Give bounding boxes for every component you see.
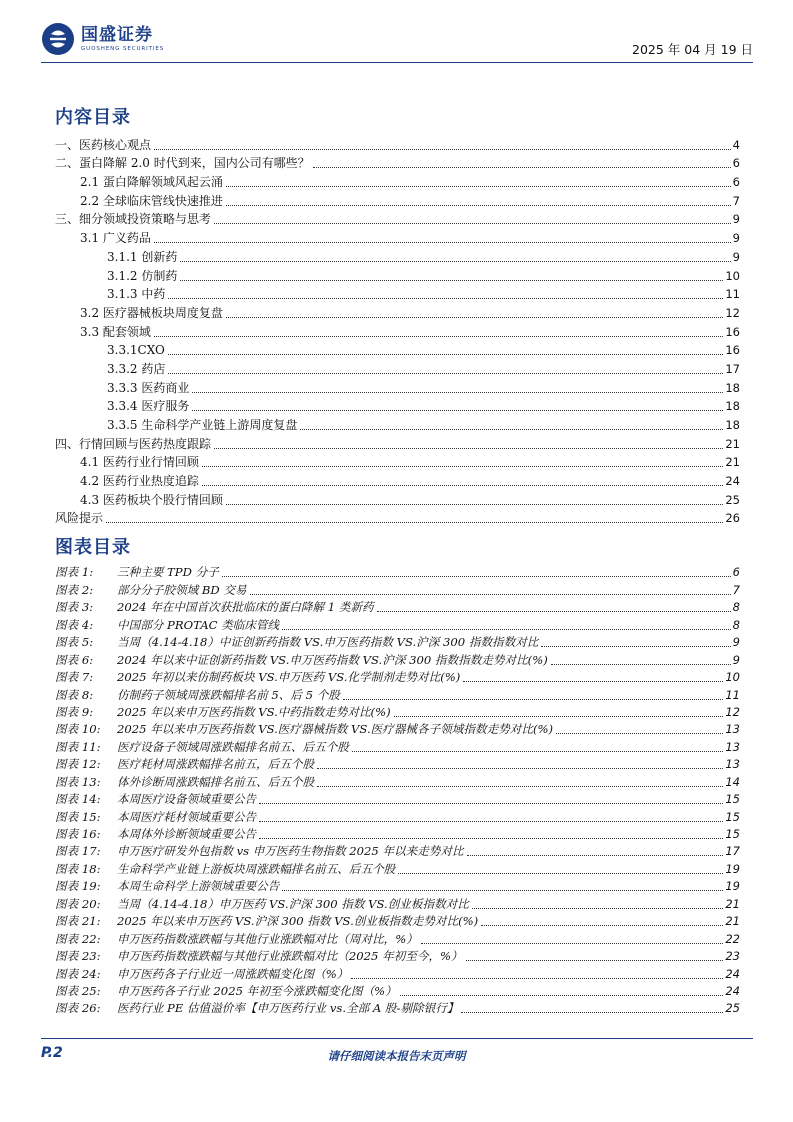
figure-label: 图表 18:	[55, 861, 101, 876]
dot-leader	[300, 429, 723, 430]
toc-title: 一、医药核心观点	[55, 137, 152, 152]
toc-title: 4.3 医药板块个股行情回顾	[80, 492, 223, 507]
figure-page-number: 23	[725, 949, 740, 964]
figure-entry[interactable]	[55, 668, 740, 685]
dot-leader	[168, 373, 723, 374]
figure-label: 图表 5:	[55, 635, 94, 650]
figure-entry[interactable]	[55, 790, 740, 807]
toc-page-number: 9	[732, 249, 740, 264]
figures-list	[55, 563, 740, 1016]
figure-entry[interactable]	[55, 912, 740, 929]
dot-leader	[202, 485, 723, 486]
figures-title: 图表目录	[55, 537, 131, 558]
figure-entry[interactable]	[55, 982, 740, 999]
figure-entry[interactable]	[55, 755, 740, 772]
dot-leader	[259, 838, 723, 839]
toc-entry[interactable]	[55, 265, 740, 284]
figure-label: 图表 4:	[55, 617, 94, 632]
figure-entry[interactable]	[55, 563, 740, 580]
figure-page-number: 13	[725, 739, 740, 754]
dot-leader	[463, 681, 723, 682]
toc-entry[interactable]	[55, 227, 740, 246]
figure-page-number: 22	[725, 931, 740, 946]
figure-label: 图表 19:	[55, 879, 101, 894]
toc-page-number: 18	[725, 399, 740, 414]
figure-label: 图表 21:	[55, 914, 101, 929]
figure-label: 图表 2:	[55, 582, 94, 597]
figure-page-number: 9	[732, 652, 740, 667]
figure-entry[interactable]	[55, 650, 740, 667]
toc-page-number: 7	[732, 193, 740, 208]
dot-leader	[466, 960, 724, 961]
report-date: 2025 年 04 月 19 日	[632, 42, 753, 57]
toc-title: 3.1.3 中药	[107, 287, 166, 302]
figure-entry[interactable]	[55, 703, 740, 720]
figure-page-number: 21	[725, 896, 740, 911]
toc-entry[interactable]	[55, 470, 740, 489]
figure-title: 本周生命科学上游领域重要公告	[117, 879, 280, 894]
toc-page-number: 16	[725, 324, 740, 339]
footer-divider	[41, 1038, 753, 1039]
toc-entry[interactable]	[55, 340, 740, 359]
figure-label: 图表 20:	[55, 896, 101, 911]
figure-entry[interactable]	[55, 947, 740, 964]
toc-page-number: 6	[732, 156, 740, 171]
toc-entry[interactable]	[55, 153, 740, 172]
figure-entry[interactable]	[55, 964, 740, 981]
figure-title: 2025 年以来申万医药指数 VS.医疗器械指数 VS.医疗器械各子领域指数走势对比(%)	[117, 722, 554, 737]
figure-label: 图表 3:	[55, 600, 94, 615]
dot-leader	[214, 223, 731, 224]
dot-leader	[481, 925, 723, 926]
toc-entry[interactable]	[55, 508, 740, 527]
contents-title: 内容目录	[55, 107, 131, 128]
toc-entry[interactable]	[55, 171, 740, 190]
toc-title: 3.1.1 创新药	[107, 249, 178, 264]
footer-disclaimer: 请仔细阅读本报告末页声明	[327, 1049, 466, 1063]
figure-entry[interactable]	[55, 894, 740, 911]
figure-title: 本周体外诊断领域重要公告	[117, 827, 257, 841]
toc-page-number: 4	[732, 137, 740, 152]
toc-title: 3.1 广义药品	[80, 231, 151, 246]
dot-leader	[352, 751, 723, 752]
figure-label: 图表 24:	[55, 966, 101, 981]
figure-entry[interactable]	[55, 772, 740, 789]
dot-leader	[377, 611, 731, 612]
dot-leader	[154, 149, 731, 150]
dot-leader	[202, 466, 723, 467]
toc-page-number: 24	[725, 474, 740, 489]
figure-label: 图表 22:	[55, 931, 101, 946]
toc-title: 3.3 配套领域	[80, 324, 151, 339]
figure-label: 图表 12:	[55, 757, 101, 772]
figure-label: 图表 11:	[55, 739, 101, 754]
dot-leader	[259, 821, 723, 822]
figure-page-number: 25	[725, 1001, 740, 1016]
dot-leader	[192, 392, 723, 393]
dot-leader	[226, 205, 731, 206]
figure-title: 医疗耗材周涨跌幅排名前五，后五个股	[117, 757, 315, 772]
figure-entry[interactable]	[55, 825, 740, 842]
figure-label: 图表 6:	[55, 652, 94, 667]
toc-title: 3.2 医疗器械板块周度复盘	[80, 305, 223, 320]
toc-entry[interactable]	[55, 190, 740, 209]
dot-leader	[472, 908, 723, 909]
figure-page-number: 19	[725, 861, 740, 876]
toc-title: 3.3.1CXO	[107, 343, 165, 358]
figure-page-number: 9	[732, 635, 740, 650]
dot-leader	[282, 890, 723, 891]
toc-entry[interactable]	[55, 246, 740, 265]
toc-title: 四、行情回顾与医药热度跟踪	[55, 436, 212, 451]
figure-title: 体外诊断周涨跌幅排名前五、后五个股	[117, 774, 315, 789]
dot-leader	[180, 280, 723, 281]
figure-label: 图表 15:	[55, 809, 101, 824]
toc-title: 2.1 蛋白降解领域风起云涌	[80, 175, 223, 190]
figure-label: 图表 17:	[55, 844, 101, 859]
dot-leader	[461, 1012, 723, 1013]
figure-label: 图表 7:	[55, 670, 94, 685]
toc-title: 3.3.5 生命科学产业链上游周度复盘	[107, 418, 298, 432]
figure-title: 医疗设备子领域周涨跌幅排名前五、后五个股	[117, 739, 349, 754]
figure-entry[interactable]	[55, 737, 740, 754]
contents-list	[55, 134, 740, 526]
toc-title: 2.2 全球临床管线快速推进	[80, 193, 223, 208]
dot-leader	[551, 664, 731, 665]
figure-page-number: 24	[725, 966, 740, 981]
dot-leader	[168, 298, 723, 299]
figure-page-number: 24	[725, 983, 740, 998]
figure-entry[interactable]	[55, 929, 740, 946]
toc-title: 4.1 医药行业行情回顾	[80, 455, 199, 470]
figure-title: 2024 年在中国首次获批临床的蛋白降解 1 类新药	[117, 600, 374, 615]
toc-page-number: 17	[725, 361, 740, 376]
brand-logo	[41, 22, 164, 56]
figure-entry[interactable]	[55, 842, 740, 859]
figure-title: 2024 年以来中证创新药指数 VS.申万医药指数 VS.沪深 300 指数指数走势对比(%)	[117, 652, 548, 667]
toc-page-number: 6	[732, 175, 740, 190]
toc-entry[interactable]	[55, 134, 740, 153]
toc-page-number: 12	[725, 305, 740, 320]
brand-name-en: GUOSHENG SECURITIES	[81, 45, 165, 52]
page-header	[41, 22, 753, 60]
toc-title: 风险提示	[55, 511, 104, 526]
dot-leader	[222, 576, 731, 577]
figure-page-number: 13	[725, 757, 740, 772]
dot-leader	[226, 186, 731, 187]
figure-page-number: 8	[732, 617, 740, 632]
toc-page-number: 18	[725, 418, 740, 432]
figure-title: 2025 年初以来仿制药板块 VS.申万医药 VS.化学制剂走势对比(%)	[117, 670, 461, 685]
figure-title: 当周（4.14-4.18）中证创新药指数 VS.申万医药指数 VS.沪深 300 指数指数对比	[117, 635, 539, 650]
toc-entry[interactable]	[55, 209, 740, 228]
dot-leader	[541, 646, 730, 647]
figure-title: 申万医药各子行业近一周涨跌幅变化图（%）	[117, 966, 349, 981]
toc-entry[interactable]	[55, 302, 740, 321]
dot-leader	[421, 943, 723, 944]
dot-leader	[317, 768, 723, 769]
figure-entry[interactable]	[55, 685, 740, 702]
figure-page-number: 19	[725, 879, 740, 894]
toc-page-number: 9	[732, 212, 740, 227]
dot-leader	[313, 167, 731, 168]
figure-label: 图表 25:	[55, 983, 101, 998]
dot-leader	[250, 594, 731, 595]
brand-name-cn: 国盛证券	[81, 24, 153, 45]
dot-leader	[168, 354, 723, 355]
toc-page-number: 26	[725, 511, 740, 526]
figure-entry[interactable]	[55, 615, 740, 632]
figure-title: 本周医疗耗材领域重要公告	[117, 809, 257, 824]
dot-leader	[154, 336, 723, 337]
page-number: P.2	[41, 1045, 63, 1061]
figure-page-number: 14	[725, 774, 740, 789]
toc-entry[interactable]	[55, 433, 740, 452]
dot-leader	[226, 504, 723, 505]
figure-entry[interactable]	[55, 633, 740, 650]
figure-page-number: 13	[725, 722, 740, 737]
figure-label: 图表 8:	[55, 687, 94, 702]
toc-page-number: 25	[725, 492, 740, 507]
figure-label: 图表 10:	[55, 722, 101, 737]
figure-page-number: 21	[725, 914, 740, 929]
dot-leader	[398, 873, 723, 874]
dot-leader	[259, 803, 723, 804]
toc-title: 3.3.4 医疗服务	[107, 399, 190, 414]
figure-entry[interactable]	[55, 999, 740, 1016]
dot-leader	[351, 978, 723, 979]
figure-label: 图表 13:	[55, 774, 101, 789]
figure-title: 本周医疗设备领域重要公告	[117, 792, 257, 807]
figure-label: 图表 14:	[55, 792, 101, 807]
dot-leader	[282, 629, 731, 630]
figure-entry[interactable]	[55, 580, 740, 597]
dot-leader	[343, 699, 723, 700]
figure-entry[interactable]	[55, 598, 740, 615]
figure-title: 2025 年以来申万医药 VS.沪深 300 指数 VS.创业板指数走势对比(%)	[117, 914, 479, 929]
toc-title: 三、细分领域投资策略与思考	[55, 212, 212, 227]
figure-page-number: 8	[732, 600, 740, 615]
figure-title: 2025 年以来申万医药指数 VS.中药指数走势对比(%)	[117, 704, 391, 719]
figure-title: 中国部分 PROTAC 类临床管线	[117, 617, 280, 632]
figure-page-number: 7	[732, 582, 740, 597]
toc-title: 3.3.2 药店	[107, 361, 166, 376]
toc-page-number: 9	[732, 231, 740, 246]
toc-page-number: 21	[725, 455, 740, 470]
toc-entry[interactable]	[55, 284, 740, 303]
toc-title: 二、蛋白降解 2.0 时代到来，国内公司有哪些？	[55, 156, 310, 171]
toc-page-number: 21	[725, 436, 740, 451]
dot-leader	[556, 733, 723, 734]
dot-leader	[467, 855, 724, 856]
figure-page-number: 15	[725, 792, 740, 807]
dot-leader	[106, 522, 723, 523]
figure-title: 医药行业 PE 估值溢价率【申万医药行业 vs.全部 A 股-剔除银行】	[117, 1001, 459, 1016]
figure-page-number: 6	[732, 565, 740, 580]
figure-title: 部分分子胶领域 BD 交易	[117, 582, 247, 597]
toc-entry[interactable]	[55, 452, 740, 471]
toc-page-number: 16	[725, 343, 740, 358]
figure-title: 生命科学产业链上游板块周涨跌幅排名前五、后五个股	[117, 861, 396, 876]
figure-label: 图表 1:	[55, 565, 94, 580]
dot-leader	[154, 242, 731, 243]
figure-entry[interactable]	[55, 807, 740, 824]
dot-leader	[226, 317, 723, 318]
dot-leader	[180, 261, 730, 262]
toc-page-number: 18	[725, 380, 740, 395]
figure-page-number: 10	[725, 670, 740, 685]
figure-title: 申万医药指数涨跌幅与其他行业涨跌幅对比（2025 年初至今，%）	[117, 949, 463, 964]
toc-page-number: 11	[725, 287, 740, 302]
figure-title: 仿制药子领域周涨跌幅排名前 5、后 5 个股	[117, 687, 340, 702]
dot-leader	[192, 410, 723, 411]
figure-title: 申万医药各子行业 2025 年初至今涨跌幅变化图（%）	[117, 983, 397, 998]
figure-label: 图表 23:	[55, 949, 101, 964]
toc-entry[interactable]	[55, 414, 740, 433]
figure-label: 图表 26:	[55, 1001, 101, 1016]
figure-title: 申万医药指数涨跌幅与其他行业涨跌幅对比（周对比，%）	[117, 931, 418, 946]
dot-leader	[394, 716, 724, 717]
figure-title: 申万医疗研发外包指数 vs 申万医药生物指数 2025 年以来走势对比	[117, 844, 464, 859]
dot-leader	[214, 448, 723, 449]
toc-entry[interactable]	[55, 321, 740, 340]
toc-entry[interactable]	[55, 358, 740, 377]
figure-entry[interactable]	[55, 859, 740, 876]
figure-page-number: 15	[725, 809, 740, 824]
toc-title: 3.1.2 仿制药	[107, 268, 178, 283]
figure-entry[interactable]	[55, 720, 740, 737]
dot-leader	[400, 995, 724, 996]
figure-page-number: 11	[725, 687, 740, 702]
figure-label: 图表 16:	[55, 827, 101, 841]
toc-entry[interactable]	[55, 377, 740, 396]
toc-entry[interactable]	[55, 489, 740, 508]
figure-page-number: 12	[725, 704, 740, 719]
figure-title: 当周（4.14-4.18）申万医药 VS.沪深 300 指数 VS.创业板指数对比	[117, 896, 469, 911]
toc-entry[interactable]	[55, 396, 740, 415]
toc-page-number: 10	[725, 268, 740, 283]
guosheng-logo-icon	[41, 22, 75, 56]
figure-page-number: 17	[725, 844, 740, 859]
figure-title: 三种主要 TPD 分子	[117, 565, 219, 580]
dot-leader	[317, 786, 723, 787]
figure-page-number: 15	[725, 827, 740, 841]
header-divider	[41, 62, 753, 63]
figure-entry[interactable]	[55, 877, 740, 894]
figure-label: 图表 9:	[55, 704, 94, 719]
toc-title: 3.3.3 医药商业	[107, 380, 190, 395]
toc-title: 4.2 医药行业热度追踪	[80, 474, 199, 489]
